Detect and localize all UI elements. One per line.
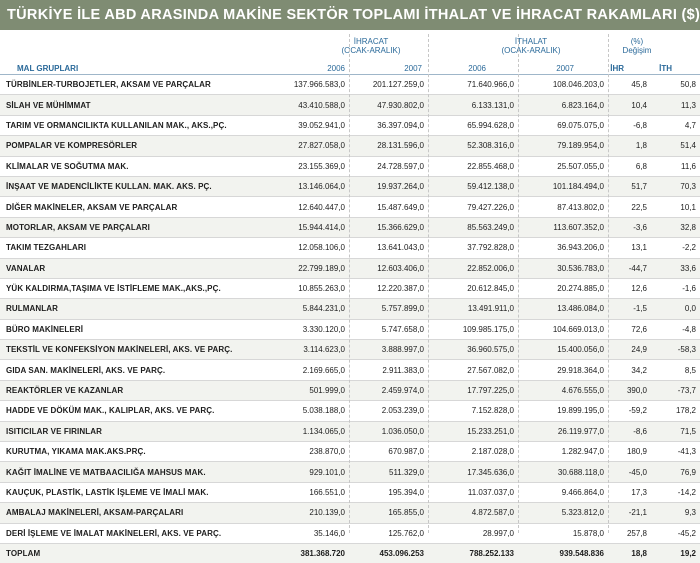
change-ith: -14,2	[651, 482, 700, 502]
column-separator	[349, 34, 350, 533]
import-2007: 15.878,0	[518, 523, 608, 543]
change-sub: Değişim	[612, 46, 662, 55]
change-ihr: -44,7	[608, 258, 651, 278]
table-row	[0, 482, 700, 502]
table-row	[0, 442, 700, 462]
export-header	[312, 37, 430, 55]
import-2006: 4.872.587,0	[428, 503, 518, 523]
group-name: KLİMALAR VE SOĞUTMA MAK.	[0, 156, 272, 176]
table-row	[0, 258, 700, 278]
export-2006: 43.410.588,0	[272, 95, 349, 115]
change-ihr: 51,7	[608, 176, 651, 196]
export-2007: 1.036.050,0	[349, 421, 428, 441]
change-ith: 178,2	[651, 401, 700, 421]
change-ihr: 6,8	[608, 156, 651, 176]
export-label: İHRACAT	[312, 37, 430, 46]
change-ith: 11,3	[651, 95, 700, 115]
import-2007: 9.466.864,0	[518, 482, 608, 502]
change-ihr: 24,9	[608, 340, 651, 360]
change-ith: 8,5	[651, 360, 700, 380]
import-2007: 69.075.075,0	[518, 115, 608, 135]
table-row	[0, 340, 700, 360]
import-2007: 30.536.783,0	[518, 258, 608, 278]
change-ith: 11,6	[651, 156, 700, 176]
import-2007: 29.918.364,0	[518, 360, 608, 380]
change-ihr: 180,9	[608, 442, 651, 462]
change-header	[612, 37, 662, 55]
change-ihr: 22,5	[608, 197, 651, 217]
export-2007: 13.641.043,0	[349, 238, 428, 258]
group-name: DERİ İŞLEME VE İMALAT MAKİNELERİ, AKS. VE PARÇ.	[0, 523, 272, 543]
export-2006: 23.155.369,0	[272, 156, 349, 176]
group-name: İNŞAAT VE MADENCİLİKTE KULLAN. MAK. AKS. PÇ.	[0, 176, 272, 196]
group-name: AMBALAJ MAKİNELERİ, AKSAM-PARÇALARI	[0, 503, 272, 523]
change-ith: 19,2	[651, 543, 700, 563]
change-ith: 10,1	[651, 197, 700, 217]
change-ihr: 34,2	[608, 360, 651, 380]
change-ith: 76,9	[651, 462, 700, 482]
change-ihr: 17,3	[608, 482, 651, 502]
import-header	[487, 37, 575, 55]
import-2006: 28.997,0	[428, 523, 518, 543]
export-2006: 1.134.065,0	[272, 421, 349, 441]
export-2007: 195.394,0	[349, 482, 428, 502]
import-2006: 52.308.316,0	[428, 136, 518, 156]
export-2006: 166.551,0	[272, 482, 349, 502]
import-2007: 15.400.056,0	[518, 340, 608, 360]
table-title: TÜRKİYE İLE ABD ARASINDA MAKİNE SEKTÖR TOPLAMI İTHALAT VE İHRACAT RAKAMLARI ($)	[0, 0, 700, 30]
change-ihr: -3,6	[608, 217, 651, 237]
export-2006: 929.101,0	[272, 462, 349, 482]
table-row	[0, 360, 700, 380]
export-2006: 210.139,0	[272, 503, 349, 523]
import-2006: 17.345.636,0	[428, 462, 518, 482]
table-row	[0, 217, 700, 237]
export-2007: 2.053.239,0	[349, 401, 428, 421]
import-2007: 4.676.555,0	[518, 380, 608, 400]
group-name: KAĞIT İMALİNE VE MATBAACILIĞA MAHSUS MAK.	[0, 462, 272, 482]
table-row	[0, 319, 700, 339]
import-2006: 17.797.225,0	[428, 380, 518, 400]
column-separator	[518, 34, 519, 533]
group-name: TÜRBİNLER-TURBOJETLER, AKSAM VE PARÇALAR	[0, 75, 272, 95]
change-ith: -45,2	[651, 523, 700, 543]
export-2006: 381.368.720	[272, 543, 349, 563]
import-2007: 20.274.885,0	[518, 278, 608, 298]
table-row	[0, 95, 700, 115]
table-row	[0, 238, 700, 258]
import-2006: 22.855.468,0	[428, 156, 518, 176]
import-2006: 22.852.006,0	[428, 258, 518, 278]
export-2006: 238.870,0	[272, 442, 349, 462]
change-ihr: -1,5	[608, 299, 651, 319]
change-ihr: 257,8	[608, 523, 651, 543]
import-2006: 79.427.226,0	[428, 197, 518, 217]
export-2007: 2.459.974,0	[349, 380, 428, 400]
table-row	[0, 75, 700, 95]
group-name: MOTORLAR, AKSAM VE PARÇALARI	[0, 217, 272, 237]
import-2006: 109.985.175,0	[428, 319, 518, 339]
export-2007: 3.888.997,0	[349, 340, 428, 360]
table-row	[0, 523, 700, 543]
group-name: VANALAR	[0, 258, 272, 278]
import-2007: 79.189.954,0	[518, 136, 608, 156]
export-2006: 12.640.447,0	[272, 197, 349, 217]
import-2007: 939.548.836	[518, 543, 608, 563]
ith-label: İTH	[645, 64, 672, 73]
export-2006: 3.330.120,0	[272, 319, 349, 339]
import-2006: 2.187.028,0	[428, 442, 518, 462]
table-row	[0, 462, 700, 482]
table-row	[0, 503, 700, 523]
import-2007: 36.943.206,0	[518, 238, 608, 258]
group-name: TARIM VE ORMANCILIKTA KULLANILAN MAK., AKS.,PÇ.	[0, 115, 272, 135]
import-2006: 15.233.251,0	[428, 421, 518, 441]
import-2007: 19.899.195,0	[518, 401, 608, 421]
table-row	[0, 115, 700, 135]
export-2007: 36.397.094,0	[349, 115, 428, 135]
import-2007: 113.607.352,0	[518, 217, 608, 237]
import-2007: 13.486.084,0	[518, 299, 608, 319]
export-2007: 5.747.658,0	[349, 319, 428, 339]
group-name: GIDA SAN. MAKİNELERİ, AKS. VE PARÇ.	[0, 360, 272, 380]
group-name: DİĞER MAKİNELER, AKSAM VE PARÇALAR	[0, 197, 272, 217]
group-name: YÜK KALDIRMA,TAŞIMA VE İSTİFLEME MAK.,AKS.,PÇ.	[0, 278, 272, 298]
import-2006: 36.960.575,0	[428, 340, 518, 360]
export-2006: 5.038.188,0	[272, 401, 349, 421]
export-2007: 511.329,0	[349, 462, 428, 482]
export-2006: 27.827.058,0	[272, 136, 349, 156]
export-2007: 12.603.406,0	[349, 258, 428, 278]
group-name: TAKIM TEZGAHLARI	[0, 238, 272, 258]
import-2006: 27.567.082,0	[428, 360, 518, 380]
import-2006: 71.640.966,0	[428, 75, 518, 95]
change-ihr: 12,6	[608, 278, 651, 298]
change-ihr: 45,8	[608, 75, 651, 95]
import-2007: 1.282.947,0	[518, 442, 608, 462]
import-2007: 108.046.203,0	[518, 75, 608, 95]
group-name: REAKTÖRLER VE KAZANLAR	[0, 380, 272, 400]
group-name: POMPALAR VE KOMPRESÖRLER	[0, 136, 272, 156]
total-row	[0, 543, 700, 563]
change-ith: 0,0	[651, 299, 700, 319]
table-row	[0, 197, 700, 217]
change-ith: -2,2	[651, 238, 700, 258]
export-2007: 125.762,0	[349, 523, 428, 543]
group-name: TOPLAM	[0, 543, 272, 563]
import-2007: 6.823.164,0	[518, 95, 608, 115]
change-ith: 9,3	[651, 503, 700, 523]
import-2007: 101.184.494,0	[518, 176, 608, 196]
import-2006: 37.792.828,0	[428, 238, 518, 258]
table-row	[0, 421, 700, 441]
import-2007: 25.507.055,0	[518, 156, 608, 176]
group-name: BÜRO MAKİNELERİ	[0, 319, 272, 339]
export-2007: 15.366.629,0	[349, 217, 428, 237]
export-2007: 47.930.802,0	[349, 95, 428, 115]
export-2006: 10.855.263,0	[272, 278, 349, 298]
table-row	[0, 136, 700, 156]
export-2007: 12.220.387,0	[349, 278, 428, 298]
import-2006: 6.133.131,0	[428, 95, 518, 115]
export-period: (OCAK-ARALIK)	[312, 46, 430, 55]
export-2007: 2.911.383,0	[349, 360, 428, 380]
export-2006: 501.999,0	[272, 380, 349, 400]
group-name: KAUÇUK, PLASTİK, LASTİK İŞLEME VE İMALİ MAK.	[0, 482, 272, 502]
change-ihr: 13,1	[608, 238, 651, 258]
table-row	[0, 156, 700, 176]
export-2006: 137.966.583,0	[272, 75, 349, 95]
change-ith: 4,7	[651, 115, 700, 135]
export-2007: 670.987,0	[349, 442, 428, 462]
group-name: TEKSTİL VE KONFEKSİYON MAKİNELERİ, AKS. VE PARÇ.	[0, 340, 272, 360]
export-2007: 165.855,0	[349, 503, 428, 523]
export-2006: 2.169.665,0	[272, 360, 349, 380]
ihr-label: İHR	[596, 64, 624, 73]
table-row	[0, 401, 700, 421]
table-row	[0, 299, 700, 319]
export-2007: 19.937.264,0	[349, 176, 428, 196]
year-2006-import: 2006	[440, 64, 486, 73]
column-separator	[608, 34, 609, 533]
table-row	[0, 176, 700, 196]
change-ihr: -6,8	[608, 115, 651, 135]
change-label: (%)	[612, 37, 662, 46]
import-2006: 85.563.249,0	[428, 217, 518, 237]
import-2006: 13.491.911,0	[428, 299, 518, 319]
import-2007: 87.413.802,0	[518, 197, 608, 217]
group-name: RULMANLAR	[0, 299, 272, 319]
year-2006-export: 2006	[300, 64, 345, 73]
import-2006: 20.612.845,0	[428, 278, 518, 298]
export-2007: 453.096.253	[349, 543, 428, 563]
export-2007: 5.757.899,0	[349, 299, 428, 319]
export-2006: 12.058.106,0	[272, 238, 349, 258]
export-2007: 15.487.649,0	[349, 197, 428, 217]
change-ihr: 390,0	[608, 380, 651, 400]
export-2006: 22.799.189,0	[272, 258, 349, 278]
group-name: ISITICILAR VE FIRINLAR	[0, 421, 272, 441]
change-ith: 71,5	[651, 421, 700, 441]
change-ihr: 10,4	[608, 95, 651, 115]
import-2007: 30.688.118,0	[518, 462, 608, 482]
import-2006: 7.152.828,0	[428, 401, 518, 421]
import-2007: 104.669.013,0	[518, 319, 608, 339]
change-ihr: -45,0	[608, 462, 651, 482]
change-ihr: 1,8	[608, 136, 651, 156]
import-2007: 26.119.977,0	[518, 421, 608, 441]
import-2006: 11.037.037,0	[428, 482, 518, 502]
import-2006: 65.994.628,0	[428, 115, 518, 135]
table-row	[0, 278, 700, 298]
export-2006: 5.844.231,0	[272, 299, 349, 319]
change-ith: 32,8	[651, 217, 700, 237]
export-2006: 3.114.623,0	[272, 340, 349, 360]
year-2007-export: 2007	[380, 64, 422, 73]
change-ith: -73,7	[651, 380, 700, 400]
group-name: HADDE VE DÖKÜM MAK., KALIPLAR, AKS. VE PARÇ.	[0, 401, 272, 421]
group-name: KURUTMA, YIKAMA MAK.AKS.PRÇ.	[0, 442, 272, 462]
change-ith: 70,3	[651, 176, 700, 196]
export-2006: 35.146,0	[272, 523, 349, 543]
group-name: SİLAH VE MÜHİMMAT	[0, 95, 272, 115]
change-ihr: -59,2	[608, 401, 651, 421]
change-ith: -1,6	[651, 278, 700, 298]
import-2007: 5.323.812,0	[518, 503, 608, 523]
import-2006: 59.412.138,0	[428, 176, 518, 196]
year-2007-import: 2007	[530, 64, 574, 73]
change-ihr: -8,6	[608, 421, 651, 441]
import-2006: 788.252.133	[428, 543, 518, 563]
change-ith: 33,6	[651, 258, 700, 278]
import-period: (OCAK-ARALIK)	[487, 46, 575, 55]
group-label: MAL GRUPLARI	[17, 64, 78, 73]
change-ith: -58,3	[651, 340, 700, 360]
change-ihr: 72,6	[608, 319, 651, 339]
change-ihr: 18,8	[608, 543, 651, 563]
change-ith: 51,4	[651, 136, 700, 156]
change-ith: -41,3	[651, 442, 700, 462]
table-row	[0, 380, 700, 400]
export-2007: 201.127.259,0	[349, 75, 428, 95]
export-2007: 24.728.597,0	[349, 156, 428, 176]
export-2006: 15.944.414,0	[272, 217, 349, 237]
change-ihr: -21,1	[608, 503, 651, 523]
trade-table	[0, 75, 700, 563]
column-separator	[428, 34, 429, 533]
change-ith: 50,8	[651, 75, 700, 95]
export-2006: 13.146.064,0	[272, 176, 349, 196]
export-2007: 28.131.596,0	[349, 136, 428, 156]
export-2006: 39.052.941,0	[272, 115, 349, 135]
import-label: İTHALAT	[487, 37, 575, 46]
change-ith: -4,8	[651, 319, 700, 339]
